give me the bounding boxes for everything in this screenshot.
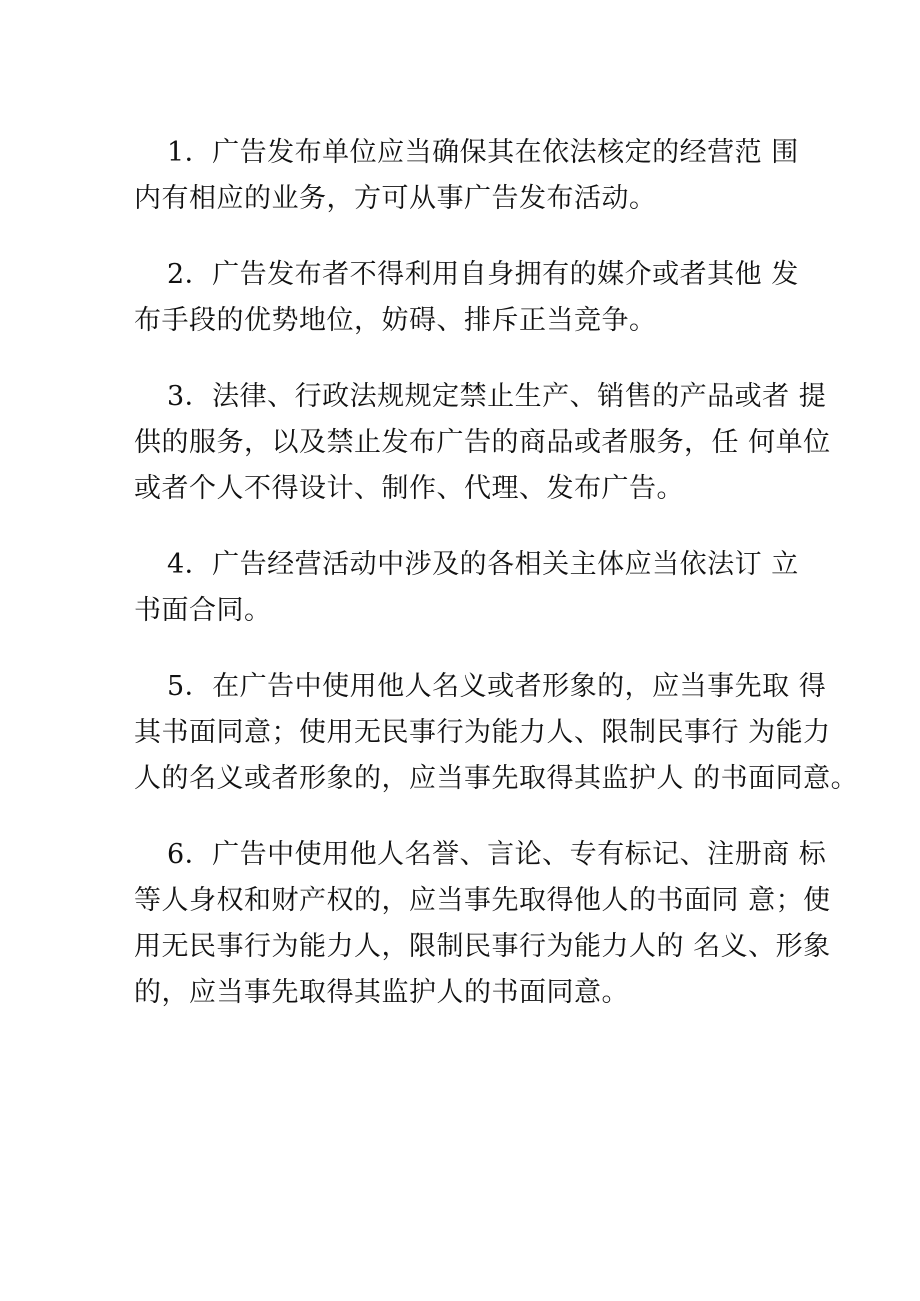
paragraph-line: 的，应当事先取得其监护人的书面同意。 bbox=[134, 977, 629, 1008]
paragraph-line: 2．广告发布者不得利用自身拥有的媒介或者其他 发 bbox=[167, 259, 799, 290]
paragraph-line: 内有相应的业务，方可从事广告发布活动。 bbox=[134, 183, 657, 214]
paragraph-line: 1．广告发布单位应当确保其在依法核定的经营范 围 bbox=[167, 137, 799, 168]
paragraph-line: 4．广告经营活动中涉及的各相关主体应当依法订 立 bbox=[167, 549, 799, 580]
paragraph-line: 布手段的优势地位，妨碍、排斥正当竞争。 bbox=[134, 305, 657, 336]
paragraph-line: 5．在广告中使用他人名义或者形象的，应当事先取 得 bbox=[167, 671, 827, 702]
paragraph-line: 3．法律、行政法规规定禁止生产、销售的产品或者 提 bbox=[167, 381, 827, 412]
paragraph-line: 用无民事行为能力人，限制民事行为能力人的 名义、形象 bbox=[134, 931, 831, 962]
paragraph-6 bbox=[134, 832, 831, 1016]
paragraph-5 bbox=[134, 664, 859, 802]
paragraph-line: 书面合同。 bbox=[134, 595, 272, 626]
paragraph-line: 其书面同意；使用无民事行为能力人、限制民事行 为能力 bbox=[134, 717, 831, 748]
paragraph-3 bbox=[134, 374, 831, 512]
paragraph-line: 人的名义或者形象的，应当事先取得其监护人 的书面同意。 bbox=[134, 763, 859, 794]
paragraph-1 bbox=[134, 130, 800, 222]
document-body bbox=[134, 130, 859, 1046]
paragraph-line: 6．广告中使用他人名誉、言论、专有标记、注册商 标 bbox=[167, 839, 827, 870]
paragraph-line: 供的服务，以及禁止发布广告的商品或者服务，任 何单位 bbox=[134, 427, 831, 458]
paragraph-4 bbox=[134, 542, 800, 634]
paragraph-line: 等人身权和财产权的，应当事先取得他人的书面同 意；使 bbox=[134, 885, 831, 916]
paragraph-line: 或者个人不得设计、制作、代理、发布广告。 bbox=[134, 473, 684, 504]
paragraph-2 bbox=[134, 252, 800, 344]
